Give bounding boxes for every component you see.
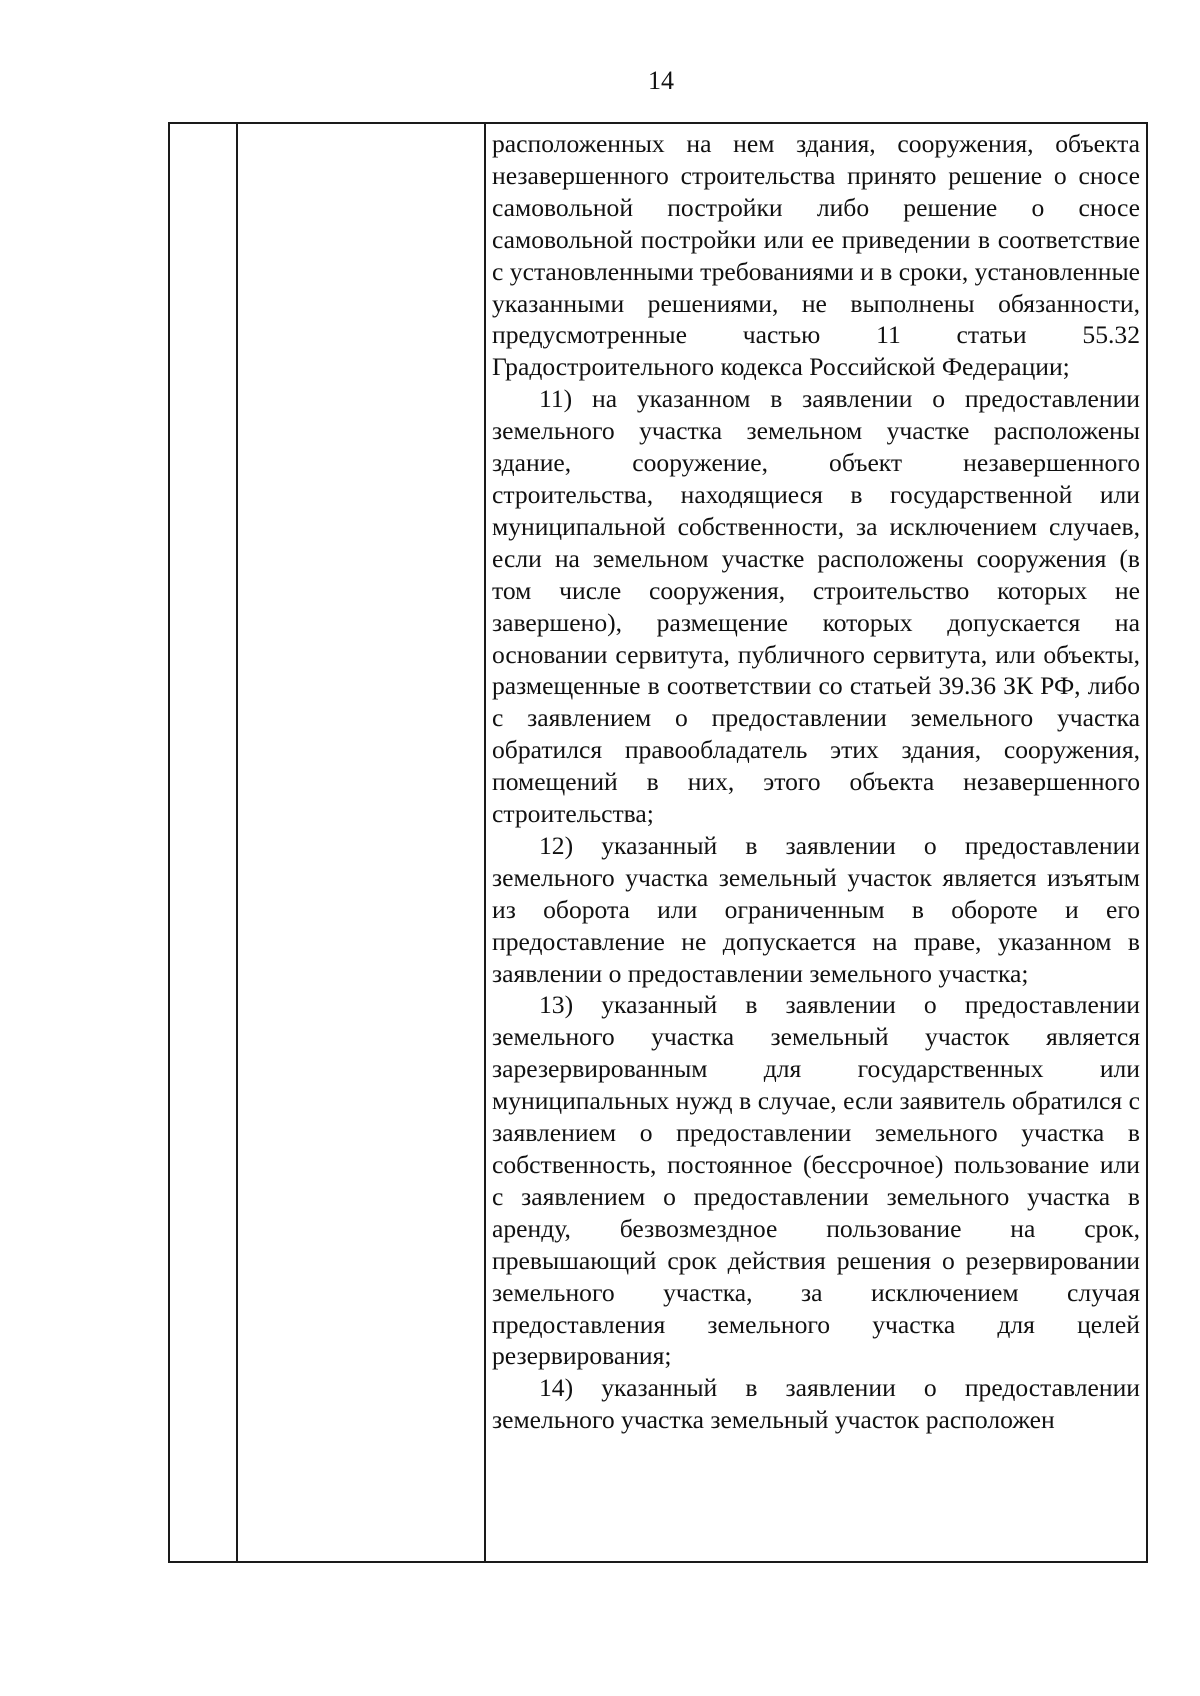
table-column-divider-2 <box>484 124 486 1561</box>
page-number: 14 <box>648 66 674 95</box>
paragraph-continuation: расположенных на нем здания, сооружения, объекта незавершенного строительства принято решение о сносе самовольной постройки либо решение о сносе самовольной постройки или ее приведении в соответствие с установленными требованиями и в сроки, установленные указанными решениями, не выполнены обязанности, предусмотренные частью 11 статьи 55.32 Градостроительного кодекса Российской Федерации; <box>492 129 1140 382</box>
paragraph-item-13: 13) указанный в заявлении о предоставлении земельного участка земельный участок является зарезервированным для государственных или муниципальных нужд в случае, если заявитель обратился с заявлением о предоставлении земельного участка в собственность, постоянное (бессрочное) пользование или с заявлением о предоставлении земельного участка в аренду, безвозмездное пользование на срок, превышающий срок действия решения о резервировании земельного участка, за исключением случая предоставления земельного участка для целей резервирования; <box>492 990 1140 1371</box>
paragraph-item-11: 11) на указанном в заявлении о предоставлении земельного участка земельном участке расположены здание, сооружение, объект незавершенного строительства, находящиеся в государственной или муниципальной собственности, за исключением случаев, если на земельном участке расположены сооружения (в том числе сооружения, строительство которых не завершено), размещение которых допускается на основании сервитута, публичного сервитута, или объекты, размещенные в соответствии со статьей 39.36 ЗК РФ, либо с заявлением о предоставлении земельного участка обратился правообладатель этих здания, сооружения, помещений в них, этого объекта незавершенного строительства; <box>492 384 1140 829</box>
table-column-divider-1 <box>236 124 238 1561</box>
paragraph-item-14: 14) указанный в заявлении о предоставлении земельного участка земельный участок расположен <box>492 1373 1140 1435</box>
paragraph-item-12: 12) указанный в заявлении о предоставлении земельного участка земельный участок является изъятым из оборота или ограниченным в обороте и его предоставление не допускается на праве, указанном в заявлении о предоставлении земельного участка; <box>492 830 1140 988</box>
table-column-3-text <box>492 128 1140 1436</box>
document-table <box>168 122 1148 1563</box>
